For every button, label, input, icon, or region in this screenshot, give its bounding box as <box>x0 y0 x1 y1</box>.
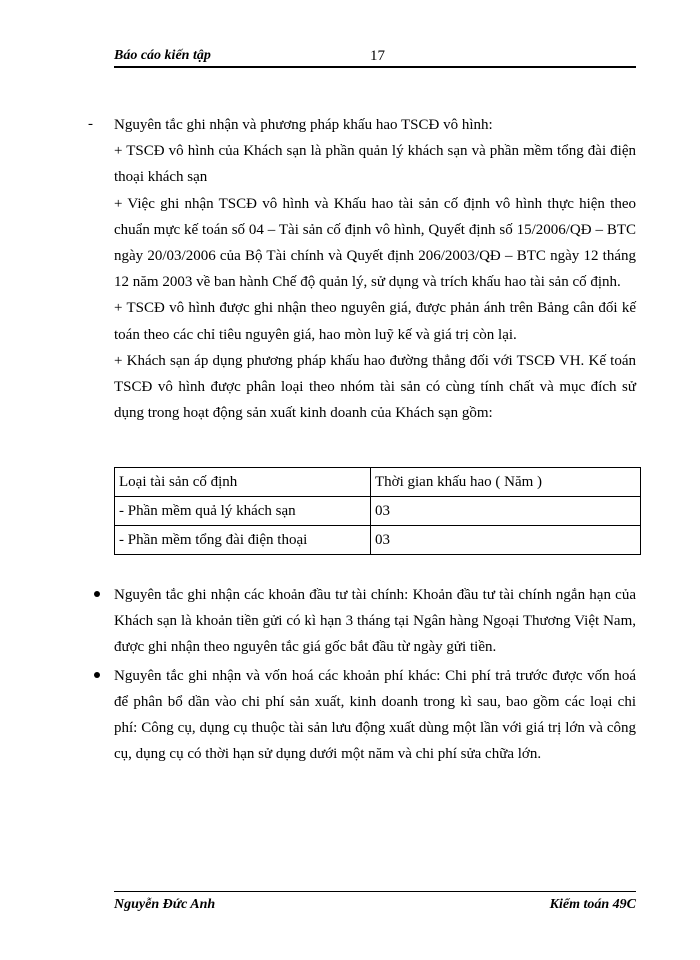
table-cell: - Phần mềm tổng đài điện thoại <box>115 526 371 555</box>
author-name: Nguyễn Đức Anh <box>114 897 216 912</box>
bullet-list <box>114 582 636 769</box>
class-name: Kiểm toán 49C <box>549 897 636 912</box>
section-heading: Nguyên tắc ghi nhận và phương pháp khấu hao TSCĐ vô hình: <box>114 117 493 133</box>
page-footer <box>114 891 636 916</box>
paragraph-original-cost: + TSCĐ vô hình được ghi nhận theo nguyên giá, được phản ánh trên Bảng cân đối kế toán theo các chỉ tiêu nguyên giá, hao mòn luỹ kế và giá trị còn lại. <box>114 300 636 343</box>
list-dash-marker: - <box>88 116 93 132</box>
table-row <box>115 497 641 526</box>
table-header-row <box>115 468 641 497</box>
table-header-cell: Thời gian khấu hao ( Năm ) <box>371 468 641 497</box>
paragraph-tscd-description: + TSCĐ vô hình của Khách sạn là phần quản lý khách sạn và phần mềm tổng đài điện thoại khách sạn <box>114 143 636 186</box>
section-tscd-vo-hinh <box>114 112 636 426</box>
bullet-dot-icon <box>94 672 100 678</box>
list-item <box>114 663 636 768</box>
paragraph-depreciation-method: + Khách sạn áp dụng phương pháp khấu hao đường thẳng đối với TSCĐ VH. Kế toán TSCĐ vô hình được phân loại theo nhóm tài sản có cùng tính chất và mục đích sử dụng trong hoạt động sản xuất kinh doanh của Khách sạn gồm: <box>114 352 636 422</box>
table-cell: 03 <box>371 526 641 555</box>
report-title: Báo cáo kiến tập <box>114 48 211 63</box>
table-row <box>115 526 641 555</box>
table-cell: - Phần mềm quả lý khách sạn <box>115 497 371 526</box>
page-header <box>114 48 636 68</box>
table-header-cell: Loại tài sản cố định <box>115 468 371 497</box>
page-number: 17 <box>370 48 385 64</box>
list-item <box>114 582 636 661</box>
bullet-dot-icon <box>94 591 100 597</box>
paragraph-recognition-standard: + Việc ghi nhận TSCĐ vô hình và Khấu hao tài sản cố định vô hình thực hiện theo chuẩn mực kế toán số 04 – Tài sản cố định vô hình, Quyết định số 15/2006/QĐ – BTC ngày 20/03/2006 của Bộ Tài chính và Quyết định 206/2003/QĐ – BTC ngày 12 tháng 12 năm 2003 về ban hành Chế độ quản lý, sử dụng và trích khấu hao tài sản cố định. <box>114 195 636 291</box>
depreciation-table <box>114 467 641 555</box>
table-cell: 03 <box>371 497 641 526</box>
bullet-text-investments: Nguyên tắc ghi nhận các khoản đầu tư tài chính: Khoản đầu tư tài chính ngắn hạn của Khách sạn là khoản tiền gửi có kì hạn 3 tháng tại Ngân hàng Ngoại Thương Việt Nam, được ghi nhận theo nguyên tắc giá gốc bắt đầu từ ngày gửi tiền. <box>114 587 636 656</box>
bullet-text-capitalization: Nguyên tắc ghi nhận và vốn hoá các khoản phí khác: Chi phí trả trước được vốn hoá để phân bổ dần vào chi phí sản xuất, kinh doanh trong kì sau, bao gồm các loại chi phí: Công cụ, dụng cụ thuộc tài sản lưu động xuất dùng một lần với giá trị lớn và công cụ, dụng cụ có thời hạn sử dụng dưới một năm và chi phí sửa chữa lớn. <box>114 667 636 763</box>
